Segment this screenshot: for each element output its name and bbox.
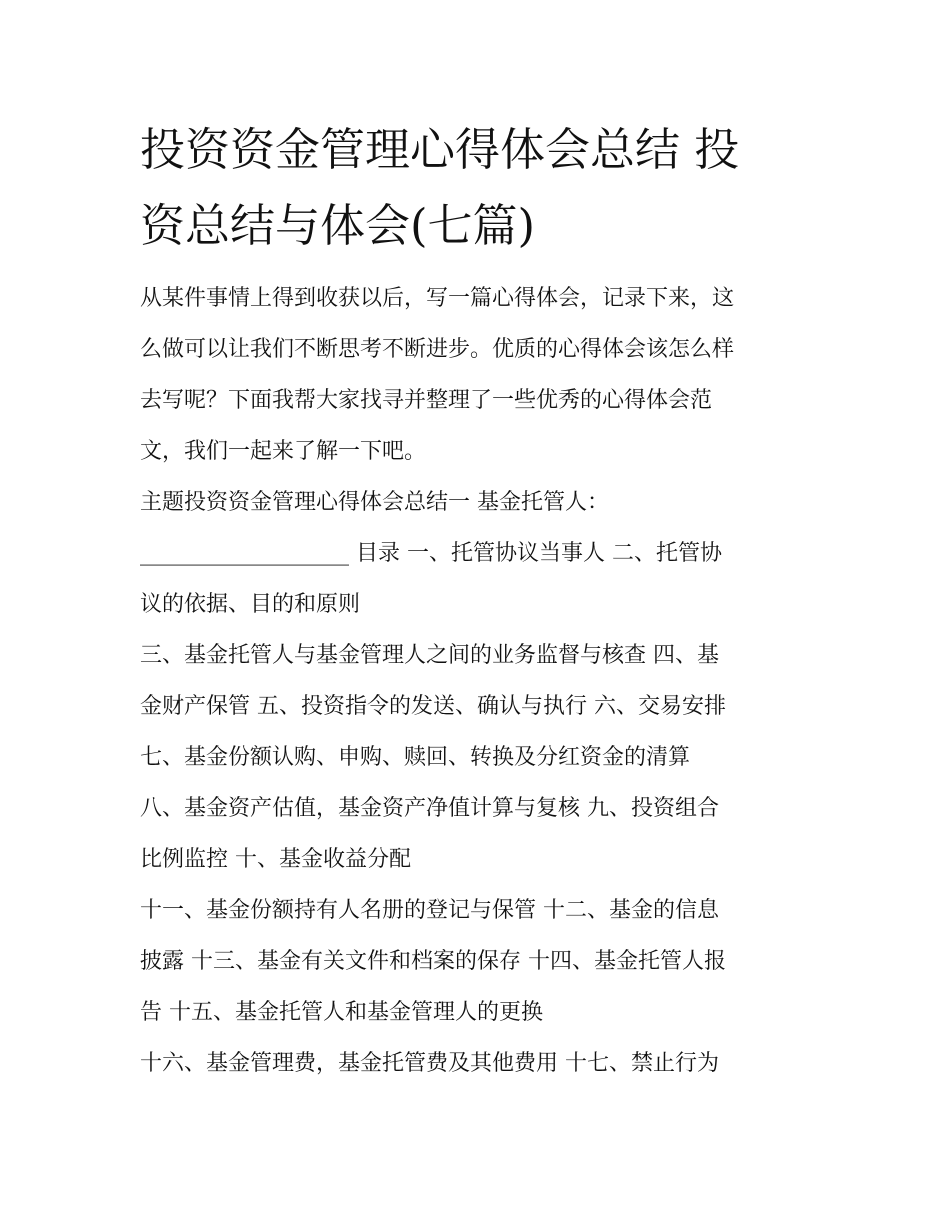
body-line: 么做可以让我们不断思考不断进步。优质的心得体会该怎么样 [140, 337, 735, 362]
body-line: 去写呢？下面我帮大家找寻并整理了一些优秀的心得体会范 [140, 388, 713, 413]
title-line: 投资资金管理心得体会总结 投 [140, 123, 740, 176]
body-line: 十六、基金管理费，基金托管费及其他费用 十七、禁止行为 [140, 1051, 719, 1076]
body-line: ___________________ 目录 一、托管协议当事人 二、托管协 [140, 541, 722, 566]
body-line: 十一、基金份额持有人名册的登记与保管 十二、基金的信息 [140, 898, 719, 923]
body-line: 七、基金份额认购、申购、赎回、转换及分红资金的清算 [140, 745, 691, 770]
body-line: 从某件事情上得到收获以后，写一篇心得体会，记录下来，这 [140, 286, 735, 311]
document-body [140, 273, 820, 1089]
body-line: 三、基金托管人与基金管理人之间的业务监督与核查 四、基 [140, 643, 719, 668]
body-line: 告 十五、基金托管人和基金管理人的更换 [140, 1000, 543, 1025]
document-title [140, 112, 820, 264]
body-line: 比例监控 十、基金收益分配 [140, 847, 411, 872]
title-line: 资总结与体会(七篇) [140, 199, 536, 252]
body-line: 八、基金资产估值，基金资产净值计算与复核 九、投资组合 [140, 796, 719, 821]
body-line: 文，我们一起来了解一下吧。 [140, 439, 427, 464]
body-line: 披露 十三、基金有关文件和档案的保存 十四、基金托管人报 [140, 949, 726, 974]
body-line: 金财产保管 五、投资指令的发送、确认与执行 六、交易安排 [140, 694, 726, 719]
body-line: 主题投资资金管理心得体会总结一 基金托管人： [140, 490, 609, 515]
body-line: 议的依据、目的和原则 [140, 592, 361, 617]
